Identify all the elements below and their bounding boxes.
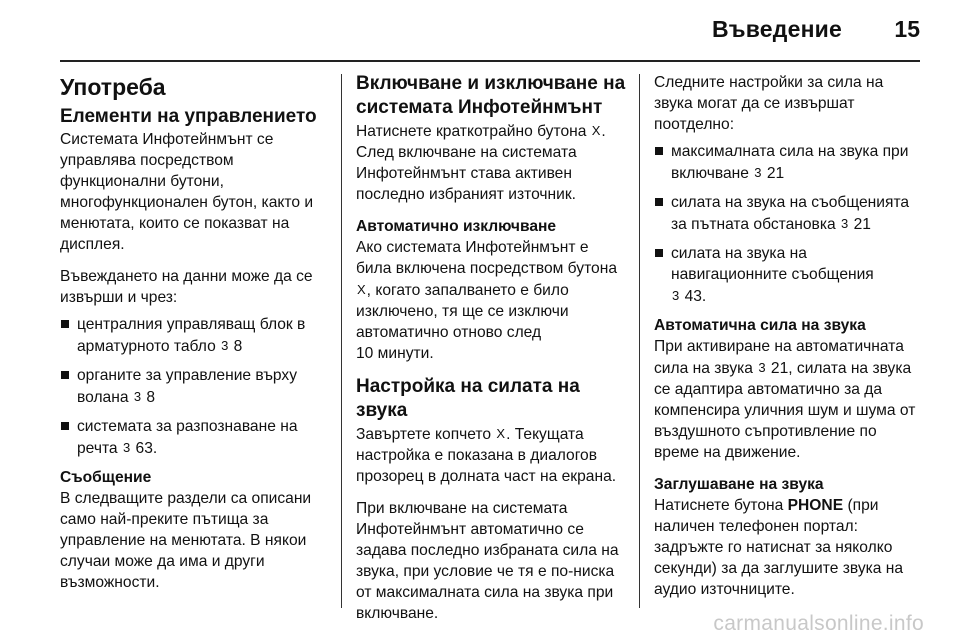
list-item: системата за разпознаване на речта 3 63. <box>60 416 328 459</box>
power-knob-icon: X <box>496 426 506 441</box>
power-knob-icon: X <box>591 123 601 138</box>
subsection-title-power: Включване и изключване на системата Инфотейнмънт <box>356 73 626 118</box>
controls-intro: Системата Инфотейнмънт се управлява посредством функционални бутони, многофункционален бутон, както и менютата, които се показват на дисплея. <box>60 131 314 253</box>
volume-text: Завъртете копчето X. Текущата настройка е показана в диалогов прозорец в долната част на екрана. <box>356 423 626 487</box>
note-text: В следващите раздели са описани само най-преките пътища за управление на менютата. В някои случаи може да има и други възможности. <box>60 490 312 591</box>
power-text: Натиснете краткотрайно бутона X. След включване на системата Инфотейнмънт става активен последно избраният източник. <box>356 120 626 205</box>
page-ref-arrow-icon: 3 <box>122 440 131 455</box>
mute-text: Натиснете бутона PHONE (при наличен телефонен портал: задръжте го натиснат за няколко секунди) за да заглушите звука на аудио източниците. <box>654 497 904 598</box>
page-ref: 63. <box>135 440 158 457</box>
list-item: максималната сила на звука при включване 3 21 <box>654 141 920 184</box>
subsection-title-auto-volume: Автоматична сила на звука <box>654 317 866 334</box>
page-ref: 21 <box>770 360 789 377</box>
column-2 <box>356 72 626 624</box>
page-ref: 43. <box>684 288 707 305</box>
auto-off-text: Ако системата Инфотейнмънт е била включена посредством бутона X, когато запалването е било изключено, тя ще се изключи автоматично отново след 10 минути. <box>356 239 617 362</box>
power-knob-icon: X <box>357 282 366 297</box>
startup-volume-text: При включване на системата Инфотейнмънт автоматично се задава последно избраната сила на звука, при условие че тя е по-ниска от максималната сила на звука при включване. <box>356 500 619 622</box>
page-number: 15 <box>894 16 920 42</box>
page-ref-arrow-icon: 3 <box>221 338 229 353</box>
header-divider <box>60 60 920 62</box>
column-1 <box>60 72 328 593</box>
list-item: централния управляващ блок в арматурното табло 3 8 <box>60 314 328 357</box>
data-entry-text: Въвеждането на данни може да се извърши и чрез: <box>60 268 313 306</box>
list-item: силата на звука на съобщенията за пътната обстановка 3 21 <box>654 192 920 235</box>
page-header <box>0 0 960 60</box>
page-ref-arrow-icon: 3 <box>672 288 680 303</box>
input-methods-list <box>60 314 328 459</box>
list-item: органите за управление върху волана 3 8 <box>60 365 328 408</box>
note-title: Съобщение <box>60 469 152 486</box>
subsection-title-volume: Настройка на силата на звука <box>356 376 580 421</box>
page-ref-arrow-icon: 3 <box>754 165 762 180</box>
page-ref: 21 <box>766 165 785 182</box>
column-divider-1 <box>341 74 342 608</box>
volume-settings-intro: Следните настройки за сила на звука могат да се извършат поотделно: <box>654 74 884 133</box>
subsection-title-mute: Заглушаване на звука <box>654 476 824 493</box>
column-3 <box>654 72 920 600</box>
page-ref: 8 <box>233 338 243 355</box>
page-ref: 8 <box>146 389 156 406</box>
watermark: carmanualsonline.info <box>713 612 924 635</box>
phone-key-label: PHONE <box>787 497 844 514</box>
auto-volume-text: При активиране на автоматичната сила на звука 3 21, силата на звука се адаптира автоматично за да компенсира уличния шум и шума от въздушното съпротивление по време на движение. <box>654 338 916 461</box>
page-ref-arrow-icon: 3 <box>758 360 766 375</box>
subsection-title-auto-off: Автоматично изключване <box>356 218 557 235</box>
section-title: Употреба <box>60 74 166 100</box>
page-ref: 21 <box>853 216 871 233</box>
list-item: силата на звука на навигационните съобщения 3 43. <box>654 243 920 307</box>
page-ref-arrow-icon: 3 <box>841 216 849 231</box>
column-divider-2 <box>639 74 640 608</box>
page-ref-arrow-icon: 3 <box>133 389 142 404</box>
volume-settings-list <box>654 141 920 307</box>
subsection-title-controls: Елементи на управлението <box>60 106 317 127</box>
header-title: Въведение <box>711 16 842 42</box>
